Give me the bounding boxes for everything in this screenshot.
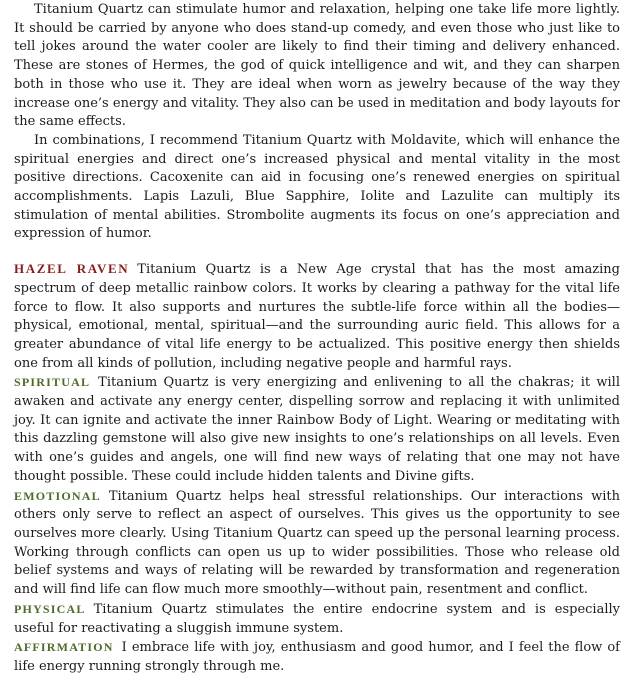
emotional-section: [14, 487, 620, 600]
intro-paragraph-1: Titanium Quartz can stimulate humor and relaxation, helping one take life more lightly. It should be carried by anyone who does stand-up comedy, and even those who just like to tell jokes around the water cooler are likely to find their timing and delivery enhanced. These are stones of Hermes, the god of quick intelligence and wit, and they can sharpen both in those who use it. They are ideal when worn as jewelry because of the way they increase one’s energy and vitality. They also can be used in meditation and body layouts for the same effects.: [14, 2, 620, 130]
physical-section: [14, 600, 620, 638]
emotional-heading: EMOTIONAL: [14, 488, 101, 503]
affirmation-heading: AFFIRMATION: [14, 640, 114, 655]
intro-paragraph-2: In combinations, I recommend Titanium Quartz with Moldavite, which will enhance the spiritual energies and direct one’s increased physical and mental vitality in the most positive directions. Cacoxenite can aid in focusing one’s renewed energies on spiritual accomplishments. Lapis Lazuli, Blue Sapphire, Iolite and Lazulite can multiply its stimulation of mental abilities. Strombolite augments its focus on one’s appreciation and expression of humor.: [14, 132, 620, 242]
spiritual-section: [14, 373, 620, 486]
physical-text: Titanium Quartz stimulates the entire endocrine system and is especially useful for reactivating a sluggish immune system.: [14, 601, 620, 636]
spiritual-text: Titanium Quartz is very energizing and enlivening to all the chakras; it will awaken and activate any energy center, dispelling sorrow and replacing it with unlimited joy. It can ignite and activate the inner Rainbow Body of Light. Wearing or meditating with this dazzling gemstone will also give new insights to one’s relationships on all levels. Even with one’s guides and angels, one will find new ways of relating that one may not have thought possible. These could include hidden talents and Divine gifts.: [14, 375, 620, 484]
affirmation-section: [14, 638, 620, 676]
physical-heading: PHYSICAL: [14, 601, 86, 616]
hazel-raven-section: [14, 260, 620, 373]
emotional-text: Titanium Quartz helps heal stressful relationships. Our interactions with others only serve to reflect an aspect of ourselves. This gives us the opportunity to see ourselves more clearly. Using Titanium Quartz can speed up the personal learning process. Working through conflicts can open us up to wider possibilities. Those who release old belief systems and ways of relating will be rewarded by transformation and regeneration and will find life can flow much more smoothly—without pain, resentment and conflict.: [14, 488, 620, 598]
spiritual-heading: SPIRITUAL: [14, 375, 91, 390]
section-spacer: [14, 244, 620, 260]
hazel-raven-heading: HAZEL RAVEN: [14, 261, 130, 277]
affirmation-text: I embrace life with joy, enthusiasm and good humor, and I feel the flow of life energy running strongly through me.: [14, 640, 620, 674]
hazel-raven-text: Titanium Quartz is a New Age crystal that has the most amazing spectrum of deep metallic rainbow colors. It works by clearing a pathway for the vital life force to flow. It also supports and nurtures the subtle-life force within all the bodies—physical, emotional, mental, spiritual—and the surrounding auric field. This allows for a greater abundance of vital life energy to be actualized. This positive energy then shields one from all kinds of pollution, including negative people and harmful rays.: [14, 262, 620, 371]
